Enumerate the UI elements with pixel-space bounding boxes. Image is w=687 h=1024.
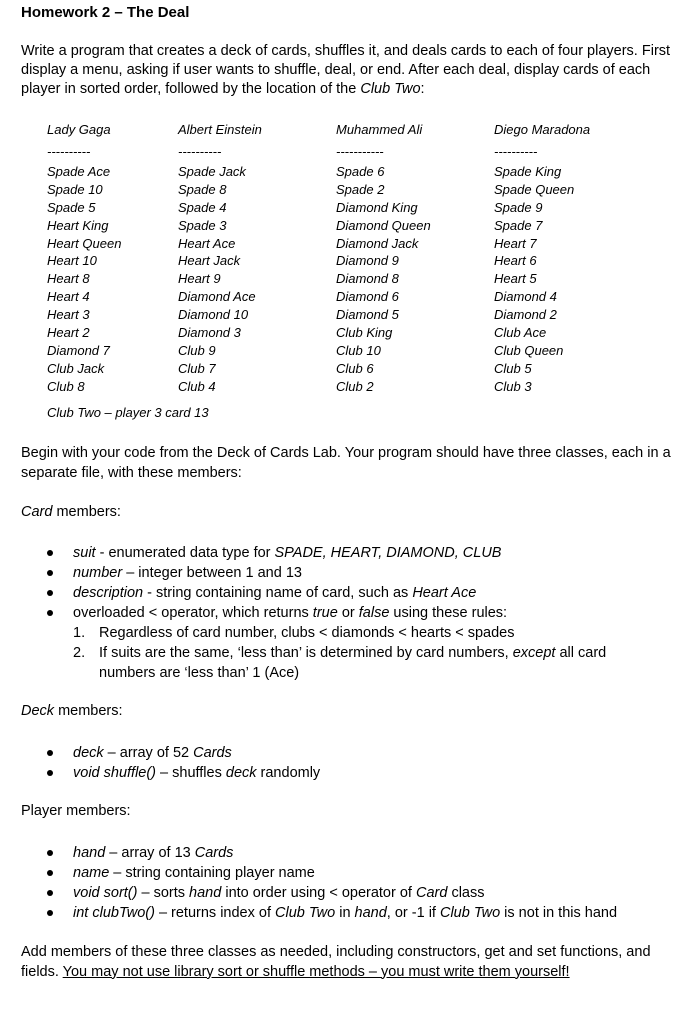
comparison-rules-list <box>47 623 657 683</box>
member-name: suit <box>73 545 96 561</box>
card-entry: Diamond 2 <box>494 307 557 323</box>
member-text: – shuffles <box>156 765 226 781</box>
member-italic: false <box>358 605 390 621</box>
member-name: description <box>73 585 144 601</box>
card-entry: Diamond 9 <box>336 253 399 269</box>
deck-class-name: Deck <box>21 703 55 719</box>
member-text: – array of 52 <box>103 745 194 761</box>
card-entry: Club 8 <box>47 378 85 394</box>
card-entry: Spade 10 <box>47 181 103 197</box>
member-italic: Club Two <box>275 905 336 921</box>
rule-text: all card numbers are ‘less than’ 1 (Ace) <box>99 645 607 681</box>
card-entry: Heart 6 <box>494 253 537 269</box>
card-entry: Heart 4 <box>47 289 90 305</box>
member-name: number <box>73 565 123 581</box>
member-italic: hand <box>354 905 387 921</box>
closing-paragraph <box>21 943 671 982</box>
rule-text: Regardless of card number, clubs < diamonds < hearts < spades <box>99 625 515 641</box>
member-text: randomly <box>256 765 321 781</box>
separator: ---------- <box>494 144 538 159</box>
bullet-icon <box>47 550 53 556</box>
deck-members-heading <box>21 703 123 719</box>
player-column <box>494 121 644 396</box>
card-entry: Spade 8 <box>178 181 227 197</box>
card-entry: Club 2 <box>336 378 374 394</box>
card-entry: Spade 6 <box>336 164 385 179</box>
list-item <box>47 743 657 763</box>
member-text: – sorts <box>137 885 190 901</box>
card-entry: Diamond 10 <box>178 307 249 323</box>
card-members-list <box>47 543 657 683</box>
member-text: – integer between 1 and 13 <box>122 565 302 581</box>
member-italic: Cards <box>194 845 234 861</box>
card-entry: Diamond Ace <box>178 289 256 305</box>
list-item <box>47 543 657 563</box>
separator: ----------- <box>336 144 384 159</box>
bullet-icon <box>47 850 53 856</box>
card-entry: Club 10 <box>336 342 381 358</box>
rule-number: 2. <box>73 645 86 661</box>
player-name: Albert Einstein <box>178 122 262 137</box>
list-item <box>47 583 657 603</box>
member-text: into order using < operator of <box>221 885 416 901</box>
member-text: overloaded < operator, which returns <box>73 605 313 621</box>
player-members-list <box>47 843 657 923</box>
begin-paragraph: Begin with your code from the Deck of Cards Lab. Your program should have three classes, each in a separate file, with these members: <box>21 445 671 481</box>
member-text: or <box>337 605 359 621</box>
page-title: Homework 2 – The Deal <box>21 4 190 21</box>
intro-text: Write a program that creates a deck of cards, shuffles it, and deals cards to each of four players. First display a menu, asking if user wants to shuffle, deal, or end. After each deal, display cards of each player in sorted order, followed by the location of the <box>21 43 671 97</box>
player-name: Diego Maradona <box>494 122 591 137</box>
member-text: class <box>447 885 485 901</box>
member-italic: hand <box>189 885 222 901</box>
card-entry: Club Queen <box>494 342 564 358</box>
card-entry: Diamond 3 <box>178 325 241 341</box>
member-name: name <box>73 865 110 881</box>
member-text: is not in this hand <box>500 905 618 921</box>
rule-item <box>47 643 657 683</box>
intro-club-two: Club Two <box>360 81 421 97</box>
club-two-result: Club Two – player 3 card 13 <box>47 405 209 420</box>
card-entry: Spade King <box>494 164 562 179</box>
member-name: void sort() <box>73 885 138 901</box>
card-entry: Spade Jack <box>178 164 246 179</box>
list-item <box>47 863 657 883</box>
card-entry: Spade 2 <box>336 181 385 197</box>
rule-italic: except <box>512 645 556 661</box>
bullet-icon <box>47 770 53 776</box>
member-text: in <box>335 905 355 921</box>
card-entry: Club 6 <box>336 360 374 376</box>
member-text: using these rules: <box>389 605 508 621</box>
card-entry: Heart 3 <box>47 307 90 323</box>
member-italic: deck <box>225 765 257 781</box>
card-entry: Diamond Jack <box>336 235 419 251</box>
member-text: , or -1 if <box>386 905 440 921</box>
intro-paragraph <box>21 42 671 99</box>
card-entry: Heart 10 <box>47 253 97 269</box>
separator: ---------- <box>178 144 222 159</box>
member-italic: Cards <box>193 745 232 761</box>
bullet-icon <box>47 590 53 596</box>
rule-text: If suits are the same, ‘less than’ is determined by card numbers, <box>99 645 513 661</box>
rules-container <box>47 623 657 683</box>
card-entry: Club 5 <box>494 360 532 376</box>
card-entry: Diamond 7 <box>47 342 110 358</box>
card-entry: Heart Ace <box>178 235 236 251</box>
list-item <box>47 603 657 623</box>
player-members-heading: Player members: <box>21 803 131 819</box>
player-column <box>47 121 197 396</box>
card-entry: Heart King <box>47 217 109 233</box>
member-text: – string containing player name <box>109 865 315 881</box>
card-entry: Club 7 <box>178 360 216 376</box>
bullet-icon <box>47 750 53 756</box>
card-entry: Diamond 8 <box>336 271 399 287</box>
rule-number: 1. <box>73 625 86 641</box>
card-entry: Diamond 5 <box>336 307 399 323</box>
card-class-name: Card <box>21 504 53 520</box>
bullet-icon <box>47 910 53 916</box>
closing-text: Add members of these three classes as needed, including constructors, get and set functions, and fields. <box>21 944 651 980</box>
member-text: – returns index of <box>154 905 276 921</box>
list-item <box>47 563 657 583</box>
intro-colon: : <box>420 81 425 97</box>
player-column <box>336 121 486 396</box>
card-entry: Heart 9 <box>178 271 221 287</box>
list-item <box>47 763 657 783</box>
heading-suffix: members: <box>52 504 121 520</box>
member-text: - string containing name of card, such as <box>143 585 413 601</box>
card-entry: Heart 8 <box>47 271 90 287</box>
member-name: hand <box>73 845 106 861</box>
player-column <box>178 121 328 396</box>
card-entry: Heart 5 <box>494 271 537 287</box>
card-entry: Heart Jack <box>178 253 241 269</box>
member-text: – array of 13 <box>105 845 195 861</box>
card-entry: Diamond Queen <box>336 217 431 233</box>
card-entry: Spade 4 <box>178 199 227 215</box>
member-italic: true <box>312 605 338 621</box>
member-italic: Card <box>415 885 448 901</box>
card-entry: Club 9 <box>178 342 216 358</box>
card-entry: Heart 2 <box>47 325 90 341</box>
card-entry: Diamond 6 <box>336 289 399 305</box>
card-entry: Club King <box>336 325 393 341</box>
player-name: Lady Gaga <box>47 122 111 137</box>
bullet-icon <box>47 570 53 576</box>
deck-members-list <box>47 743 657 783</box>
card-entry: Heart 7 <box>494 235 537 251</box>
card-entry: Spade 3 <box>178 217 227 233</box>
card-entry: Spade Ace <box>47 164 111 179</box>
member-name: int clubTwo() <box>73 905 155 921</box>
heading-suffix: members: <box>54 703 123 719</box>
closing-underlined: You may not use library sort or shuffle methods – you must write them yourself! <box>62 963 570 980</box>
card-entry: Club 3 <box>494 378 532 394</box>
card-entry: Club Jack <box>47 360 105 376</box>
card-entry: Spade 7 <box>494 217 543 233</box>
bullet-icon <box>47 870 53 876</box>
card-entry: Spade 9 <box>494 199 543 215</box>
list-item <box>47 843 657 863</box>
bullet-icon <box>47 890 53 896</box>
card-entry: Club Ace <box>494 325 547 341</box>
bullet-icon <box>47 610 53 616</box>
rule-item <box>47 623 657 643</box>
card-entry: Club 4 <box>178 378 216 394</box>
member-italic: Heart Ace <box>412 585 477 601</box>
card-entry: Diamond King <box>336 199 418 215</box>
card-entry: Spade Queen <box>494 181 575 197</box>
card-members-heading <box>21 504 121 520</box>
player-name: Muhammed Ali <box>336 122 423 137</box>
card-entry: Spade 5 <box>47 199 96 215</box>
member-name: deck <box>73 745 104 761</box>
separator: ---------- <box>47 144 91 159</box>
member-italic: SPADE, HEART, DIAMOND, CLUB <box>274 545 502 561</box>
member-name: void shuffle() <box>73 765 157 781</box>
member-italic: Club Two <box>439 905 501 921</box>
card-entry: Diamond 4 <box>494 289 557 305</box>
list-item <box>47 903 657 923</box>
member-text: - enumerated data type for <box>95 545 275 561</box>
card-entry: Heart Queen <box>47 235 122 251</box>
list-item <box>47 883 657 903</box>
